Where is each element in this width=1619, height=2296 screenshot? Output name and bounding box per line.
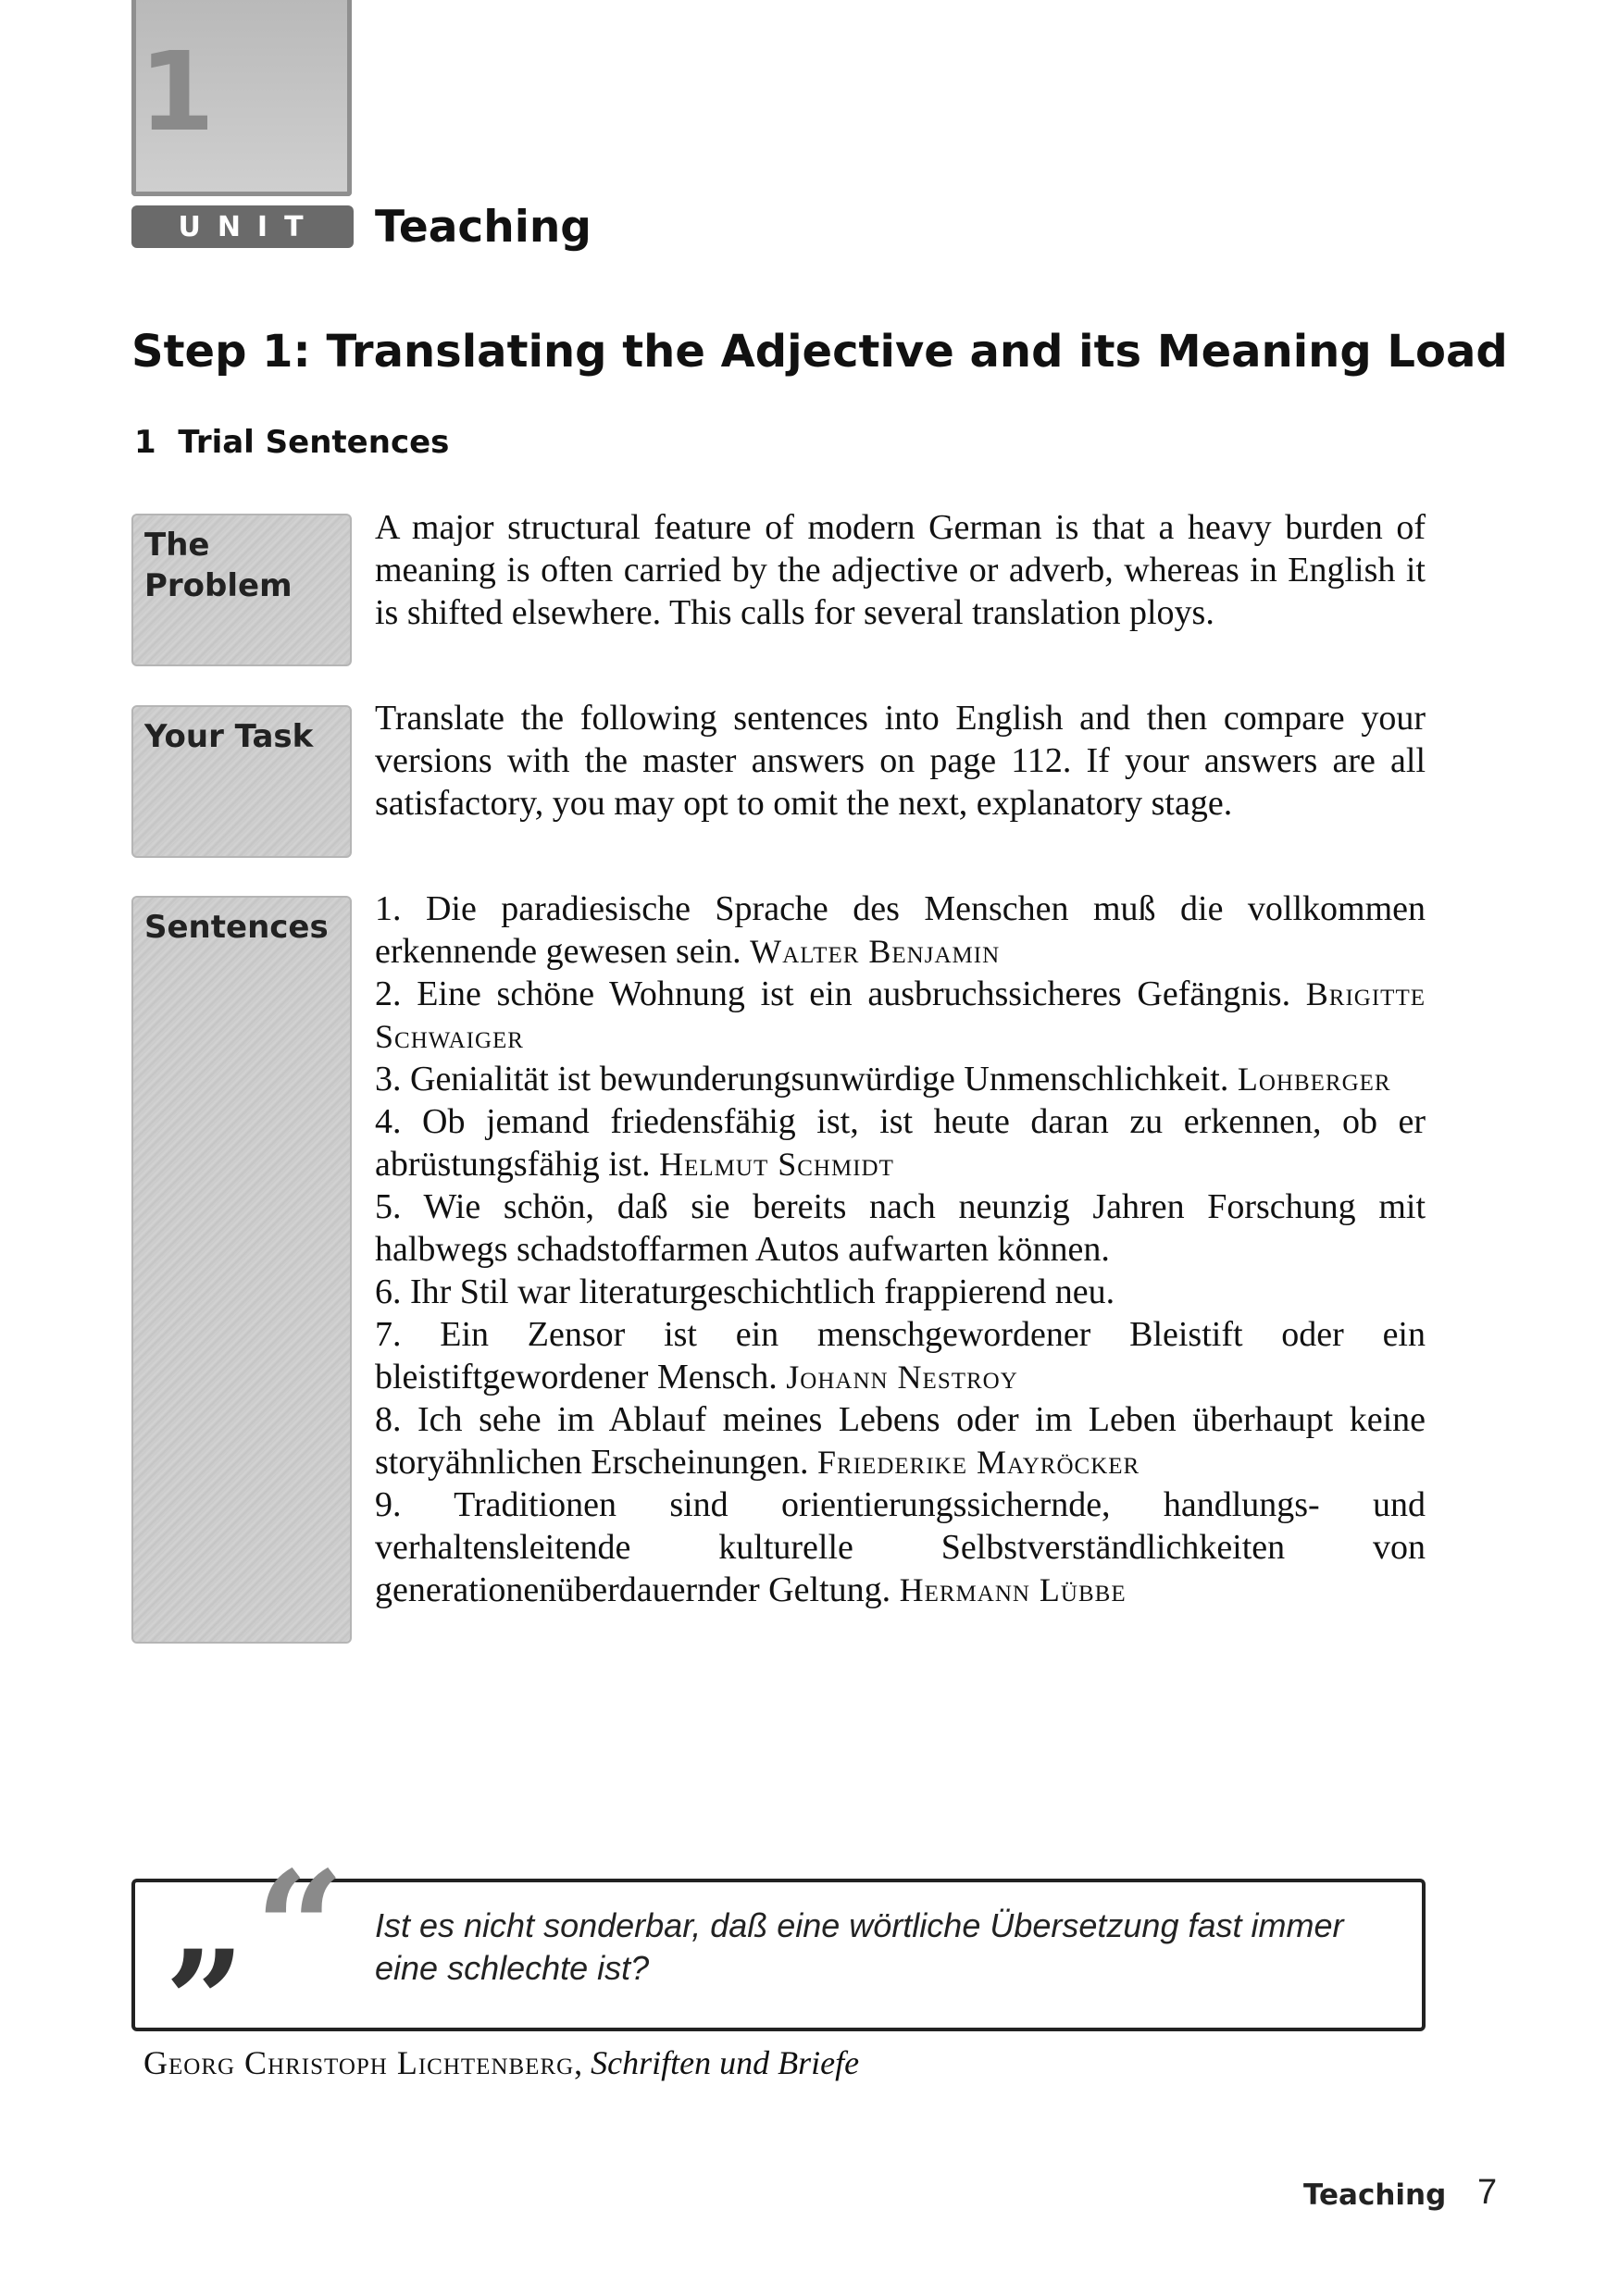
- page-number: 7: [1477, 2173, 1498, 2212]
- quote-source-separator: ,: [574, 2044, 592, 2081]
- sentence-text: 5. Wie schön, daß sie bereits nach neunzig Jahren Forschung mit halbwegs schadstoffarmen Autos aufwarten können.: [375, 1187, 1426, 1269]
- step-title: Step 1: Translating the Adjective and its Meaning Load: [131, 326, 1508, 378]
- sentences-label: Sentences: [144, 909, 329, 946]
- problem-text: A major structural feature of modern German is that a heavy burden of meaning is often carried by the adjective or adverb, whereas in English it is shifted elsewhere. This calls for several translation ploys.: [375, 508, 1426, 632]
- footer-running-title: Teaching: [1303, 2178, 1447, 2212]
- sentences-label-box: [131, 896, 352, 1644]
- unit-label: UNIT: [131, 205, 354, 248]
- quote-source-author: Georg Christoph Lichtenberg: [143, 2044, 575, 2081]
- sentence-author: Walter Benjamin: [750, 933, 1001, 970]
- problem-label-line2: Problem: [144, 567, 293, 605]
- problem-label-box: [131, 514, 352, 666]
- sentence-text: 9. Traditionen sind orientierungssichernde, handlungs- und verhaltensleitende kulturelle Selbstverständlichkeiten von generationenüberdauernder Geltung.: [375, 1485, 1426, 1609]
- sentences-list: [375, 887, 1426, 1611]
- sentence-text: 3. Genialität ist bewunderungsunwürdige Unmenschlichkeit.: [375, 1060, 1229, 1098]
- unit-title: Teaching: [375, 202, 592, 253]
- quote-source-work: Schriften und Briefe: [591, 2044, 860, 2081]
- section-title: Trial Sentences: [178, 424, 450, 461]
- sentence-author: Hermann Lübbe: [899, 1571, 1127, 1608]
- sentence-item: [375, 1398, 1426, 1483]
- sentence-text: 8. Ich sehe im Ablauf meines Lebens oder im Leben überhaupt keine storyähnlichen Erscheinungen.: [375, 1400, 1426, 1482]
- close-quote-icon: ”: [165, 1920, 245, 2083]
- sentence-author: Brigitte Schwaiger: [375, 975, 1426, 1055]
- task-label-box: [131, 705, 352, 858]
- sentence-item: [375, 1100, 1426, 1185]
- quote-text: Ist es nicht sonderbar, daß eine wörtliche Übersetzung fast immer eine schlechte ist?: [375, 1906, 1344, 1987]
- sentence-text: 2. Eine schöne Wohnung ist ein ausbruchssicheres Gefängnis.: [375, 974, 1291, 1013]
- section-number: 1: [134, 424, 156, 461]
- sentence-item: [375, 887, 1426, 973]
- sentence-item: [375, 973, 1426, 1058]
- quote-source: [143, 2043, 859, 2082]
- sentence-text: 7. Ein Zensor ist ein menschgewordener Bleistift oder ein bleistiftgewordener Mensch.: [375, 1315, 1426, 1396]
- sentence-text: 1. Die paradiesische Sprache des Menschen muß die vollkommen erkennende gewesen sein.: [375, 889, 1426, 971]
- sentence-item: [375, 1313, 1426, 1398]
- sentence-text: 4. Ob jemand friedensfähig ist, ist heute daran zu erkennen, ob er abrüstungsfähig ist.: [375, 1102, 1426, 1184]
- sentence-item: [375, 1483, 1426, 1611]
- sentence-author: Lohberger: [1237, 1061, 1391, 1098]
- problem-label-line1: The: [144, 527, 210, 564]
- sentence-author: Friederike Mayröcker: [817, 1444, 1140, 1481]
- sentence-author: Johann Nestroy: [786, 1359, 1018, 1396]
- task-text: Translate the following sentences into English and then compare your versions with the master answers on page 112. If your answers are all satisfactory, you may opt to omit the next, explanatory stage.: [375, 699, 1426, 823]
- task-label: Your Task: [144, 718, 314, 755]
- unit-number: 1: [139, 28, 216, 155]
- open-quote-icon: “: [255, 1837, 345, 2022]
- sentence-text: 6. Ihr Stil war literaturgeschichtlich frappierend neu.: [375, 1272, 1115, 1311]
- section-heading: [134, 424, 449, 461]
- sentence-item: [375, 1271, 1426, 1313]
- sentence-author: Helmut Schmidt: [659, 1146, 894, 1183]
- sentence-item: [375, 1058, 1426, 1100]
- sentence-item: [375, 1185, 1426, 1271]
